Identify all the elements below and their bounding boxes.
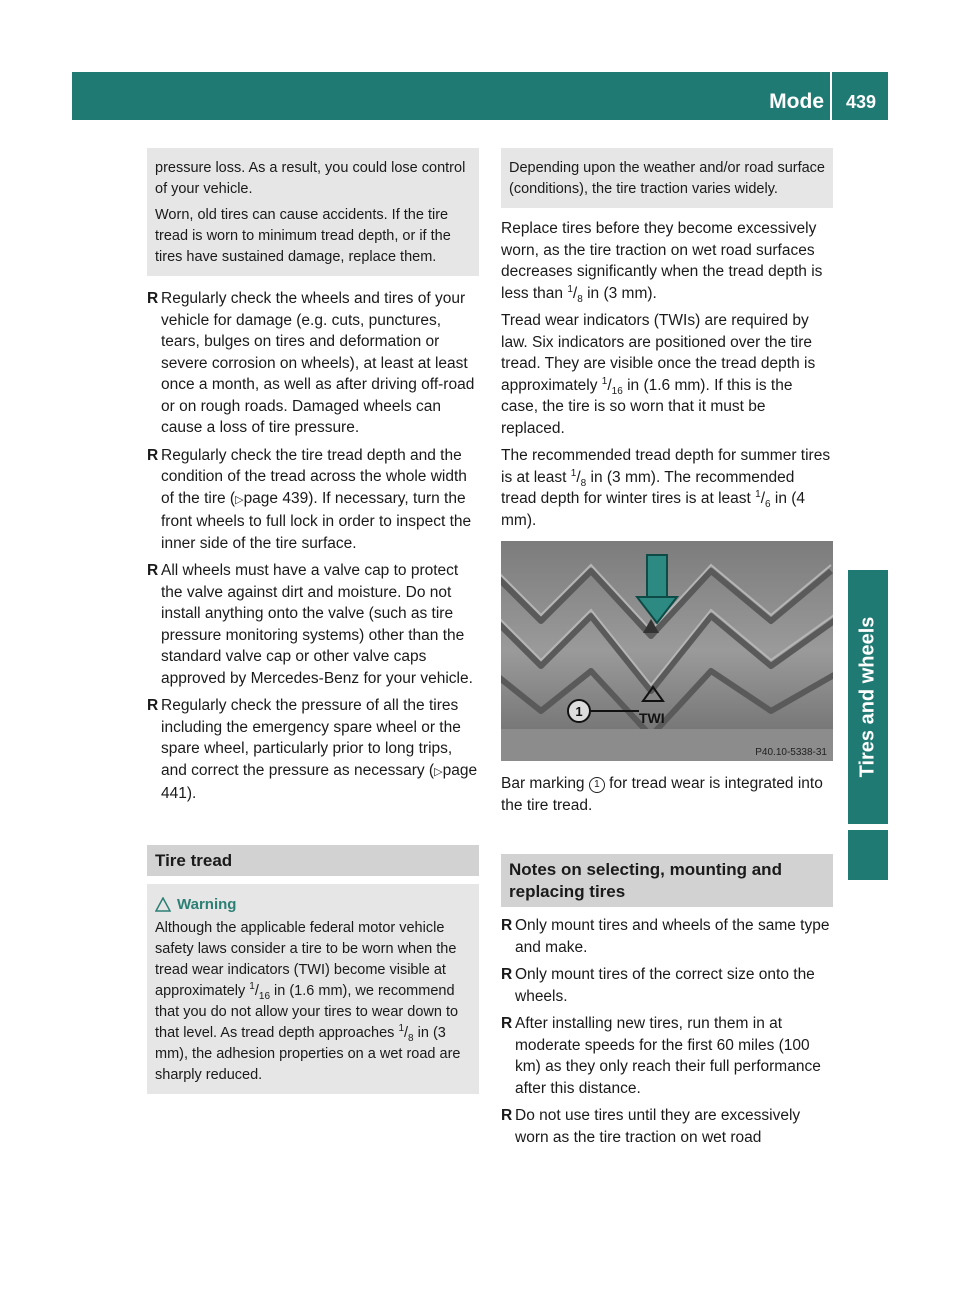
list-item (501, 964, 833, 1007)
fraction-numerator: 1 (755, 488, 761, 500)
list-item-text: Only mount tires of the correct size onto the wheels. (515, 966, 815, 1005)
figure-caption (501, 773, 833, 816)
arrow-icon: ▷ (235, 493, 244, 506)
list-item-text: Regularly check the pressure of all the tires including the emergency spare wheel or the spare wheel, particularly prior to long trips, and correct the pressure as necessary ( (161, 697, 461, 779)
list-item-text: All wheels must have a valve cap to protect the valve against dirt and moisture. Do not install anything onto the valve (such as tire pressure monitoring systems) other than the standard valve cap or other valve caps approved by Mercedes-Benz for your vehicle. (161, 562, 473, 687)
warning-title: Warning (177, 895, 237, 913)
paragraph-replace: Replace tires before they become excessively worn, as the tire traction on wet road surfaces decreases significantly when the tread depth is less than $^1/_8$ in (3 mm). (501, 220, 823, 305)
bullet-glyph: R (501, 966, 513, 983)
list-item (147, 695, 479, 805)
paragraph-text: in (3 mm). (582, 284, 657, 302)
bullet-glyph: R (147, 290, 159, 307)
bullet-glyph: R (147, 446, 159, 464)
bullet-glyph: R (501, 1015, 513, 1032)
warning-text-part: Although the applicable federal motor vehicle safety laws consider a tire to be worn when the tread wear indicators (TWI) become visible at approximately (155, 919, 457, 999)
warning-triangle-icon (155, 897, 171, 912)
page-number: 439 (845, 92, 877, 112)
list-item (147, 560, 479, 689)
traction-text: Depending upon the weather and/or road surface (conditions), the tire traction varies widely. (509, 160, 825, 197)
paragraph-text: in (3 mm). The recommended tread depth for winter tires is at least (501, 468, 795, 507)
list-item (501, 1105, 833, 1148)
tire-tread-heading: Tire tread (147, 845, 479, 876)
intro-box (147, 148, 479, 276)
paragraph-text: in (1.6 mm). If this is the case, the tire is so worn that it must be replaced. (501, 376, 793, 437)
list-item-text: Regularly check the wheels and tires of your vehicle for damage (e.g. cuts, punctures, tears, bulges on tires and deformation or severe corrosion on wheels), at least at least once a month, as well as after driving off-road or on rough roads. Damaged wheels can cause a loss of tire pressure. (161, 290, 475, 436)
paragraph-text: The recommended tread depth for summer tires is at least (501, 447, 831, 486)
fraction-denominator: 8 (577, 293, 583, 305)
circled-1-icon: 1 (589, 777, 605, 793)
left-column (147, 148, 479, 1094)
fraction-numerator: 1 (249, 980, 255, 992)
list-item (147, 288, 479, 439)
tire-tread-figure (501, 541, 833, 761)
list-item-text: Regularly check the tire tread depth and the condition of the tread across the whole width of the tire ( (161, 446, 467, 507)
header-divider (830, 72, 832, 120)
side-tab (848, 570, 888, 824)
intro-text-1: pressure loss. As a result, you could lose control of your vehicle. (155, 160, 466, 197)
side-tab-marker (848, 830, 888, 880)
bullet-glyph: R (501, 917, 513, 934)
fraction-numerator: 1 (567, 283, 573, 295)
list-item-text: After installing new tires, run them in at moderate speeds for the first 60 miles (100 km) as they only reach their full performance after this distance. (515, 1015, 821, 1097)
list-item (501, 915, 833, 958)
fraction-numerator: 1 (570, 467, 577, 479)
traction-box (501, 148, 833, 208)
twi-label: TWI (639, 710, 665, 726)
page-ref-link[interactable]: page 441 (161, 761, 478, 802)
fraction-denominator: 8 (408, 1032, 414, 1044)
bullet-glyph: R (147, 697, 159, 714)
list-item-text: Do not use tires until they are excessively worn as the tire traction on wet road (515, 1107, 801, 1146)
section-title: Mode (769, 90, 824, 113)
callout-1-number: 1 (575, 704, 583, 719)
fraction-denominator: 8 (580, 477, 587, 489)
list-item-text: ). If necessary, turn the front wheels to full lock in order to inspect the inner side of the tire surface. (161, 489, 472, 552)
warning-text: Although the applicable federal motor vehicle safety laws consider a tire to be worn when the tread wear indicators (TWI) become visible at approximately $^1/_{16}$ in (1.6 mm), we recommend that you do not allow your tires to wear down to that level. As tread depth approaches $^1/_8$ in (3 mm), the adhesion properties on a wet road are sharply reduced. (155, 919, 461, 1083)
caption-text: for tread wear is integrated into the tire tread. (501, 775, 823, 814)
paragraph-twi: Tread wear indicators (TWIs) are required by law. Six indicators are positioned over the tire tread. They are visible once the tread depth is approximately $^1/_{16}$ in (1.6 mm). If this is the case, the tire is so worn that it must be replaced. (501, 312, 816, 437)
arrow-icon: ▷ (434, 765, 443, 778)
list-item-text: ). (186, 785, 197, 802)
notes-heading: Notes on selecting, mounting and replacing tires (501, 854, 833, 907)
intro-text-2: Worn, old tires can cause accidents. If the tire tread is worn to minimum tread depth, or if the tires have sustained damage, replace them. (155, 207, 451, 265)
fraction-denominator: 6 (765, 499, 771, 511)
warning-box (147, 884, 479, 1094)
check-list (147, 288, 479, 805)
paragraph-text: Tread wear indicators (TWIs) are required by law. Six indicators are positioned over the tire tread. They are visible once the tread depth is approximately (501, 312, 816, 394)
warning-text-part: in (1.6 mm), we recommend that you do not allow your tires to wear down to that level. As tread depth approaches (155, 982, 459, 1041)
right-column (501, 148, 833, 1154)
bullet-glyph: R (501, 1107, 513, 1124)
notes-list (501, 915, 833, 1148)
paragraph-text: in (4 mm). (501, 490, 806, 529)
fraction-denominator: 16 (258, 990, 271, 1002)
figure-code: P40.10-5338-31 (755, 747, 827, 758)
caption-text: Bar marking (501, 775, 589, 792)
list-item-text: Only mount tires and wheels of the same type and make. (515, 917, 830, 956)
warning-text-part: in (3 mm), the adhesion properties on a wet road are sharply reduced. (155, 1024, 461, 1083)
paragraph-recommended: The recommended tread depth for summer tires is at least $^1/_8$ in (3 mm). The recommended tread depth for winter tires is at least $^1/_6$ in (4 mm). (501, 447, 831, 529)
list-item (501, 1013, 833, 1099)
fraction-denominator: 16 (611, 385, 623, 397)
header-bar (72, 72, 888, 120)
paragraph-text: Replace tires before they become excessively worn, as the tire traction on wet road surfaces decreases significantly when the tread depth is less than (501, 220, 823, 302)
fraction-numerator: 1 (398, 1022, 405, 1034)
list-item (147, 445, 479, 555)
side-tab-label: Tires and wheels (856, 616, 879, 778)
warning-header (155, 894, 471, 915)
bullet-glyph: R (147, 562, 159, 579)
page-ref-link[interactable]: page 439 (243, 489, 309, 507)
fraction-numerator: 1 (601, 375, 608, 387)
